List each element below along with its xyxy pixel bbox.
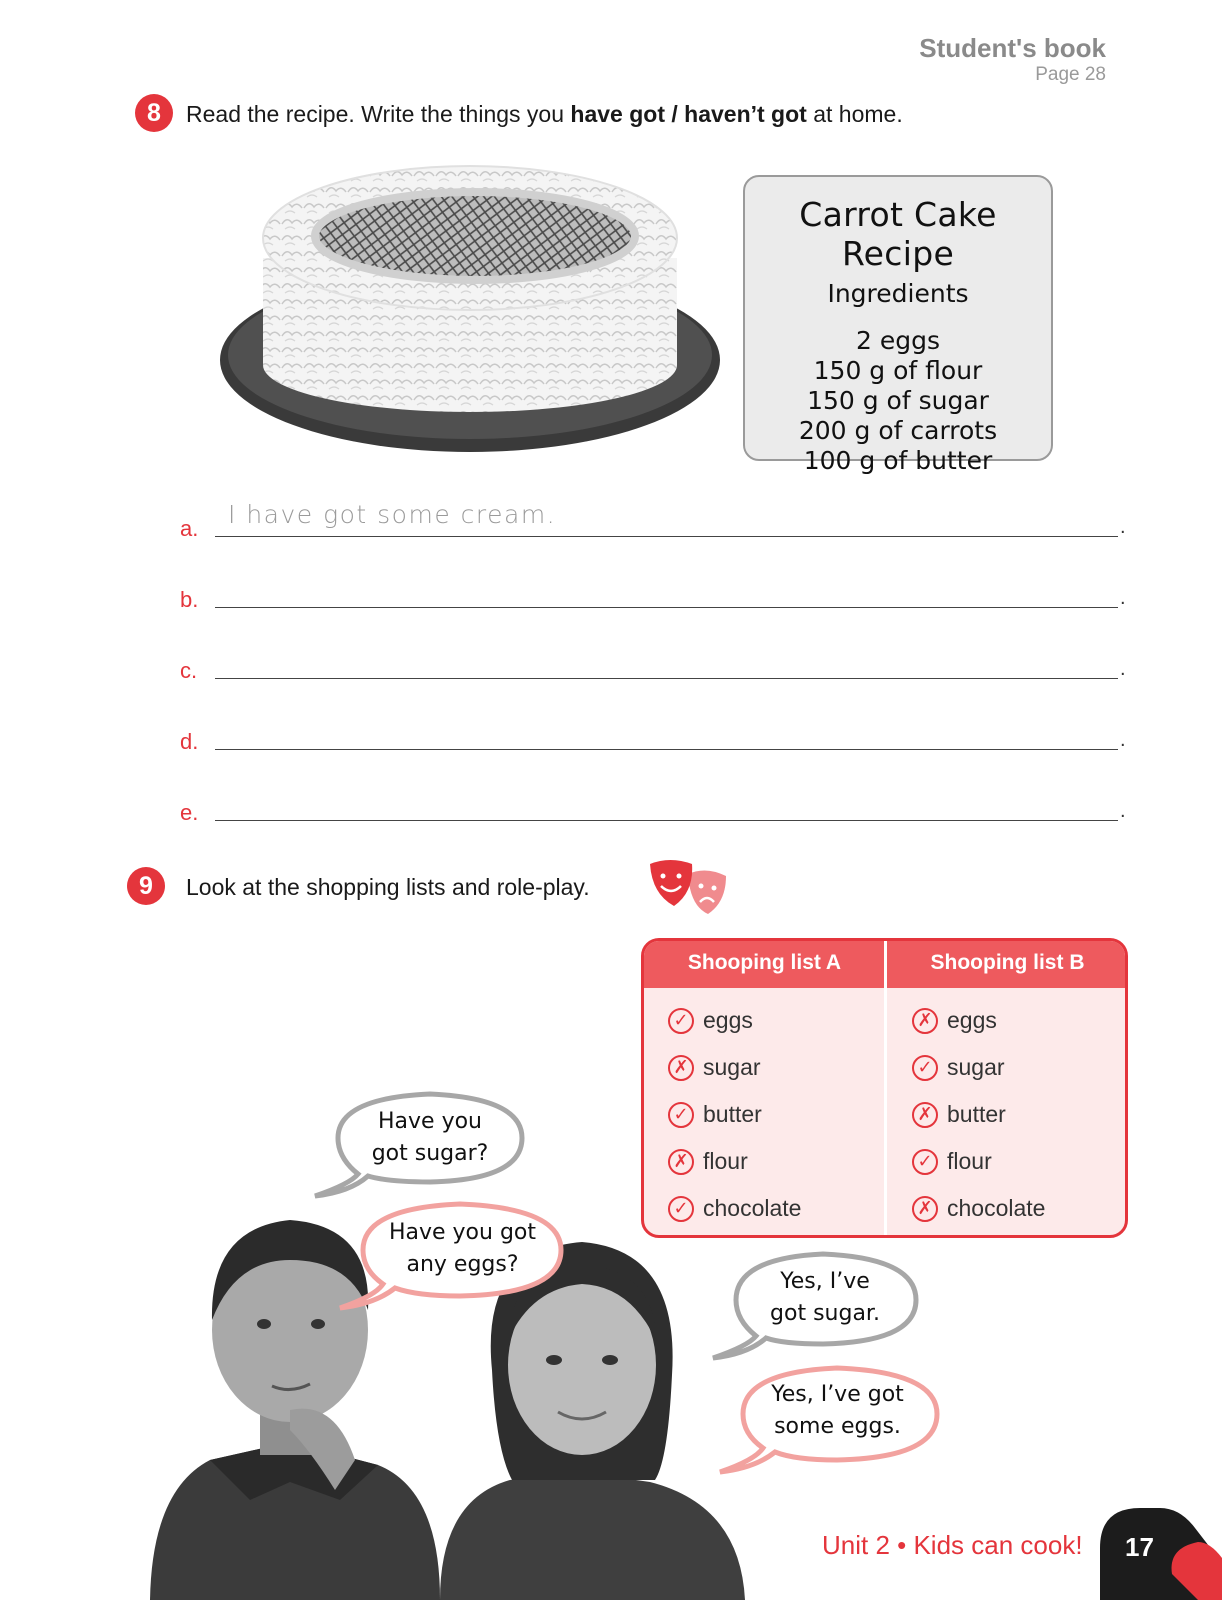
bubble-text-boy-2: Have you got any eggs? bbox=[388, 1220, 537, 1277]
answer-line-e[interactable] bbox=[215, 820, 1118, 821]
page-number-tab bbox=[1100, 1508, 1222, 1600]
ingredient-item: 150 g of sugar bbox=[807, 386, 989, 415]
answer-line-d[interactable] bbox=[215, 749, 1118, 750]
check-icon: ✓ bbox=[912, 1055, 938, 1081]
line-end-dot: . bbox=[1120, 800, 1126, 822]
exercise-9-instruction: Look at the shopping lists and role-play. bbox=[186, 874, 590, 900]
cross-icon: ✗ bbox=[912, 1102, 938, 1128]
list-a-item: ✓ chocolate bbox=[668, 1195, 801, 1222]
cross-icon: ✗ bbox=[668, 1149, 694, 1175]
list-b-item: ✓ flour bbox=[912, 1148, 992, 1175]
line-letter-d: d. bbox=[180, 729, 199, 754]
line-end-dot: . bbox=[1120, 587, 1126, 609]
example-answer: I have got some cream. bbox=[228, 500, 557, 529]
column-divider bbox=[884, 941, 887, 1235]
recipe-card bbox=[743, 175, 1053, 475]
line-letter-e: e. bbox=[180, 800, 199, 825]
unit-label: Unit 2 • Kids can cook! bbox=[822, 1530, 1083, 1560]
list-b-item: ✗ eggs bbox=[912, 1007, 997, 1034]
cross-icon: ✗ bbox=[912, 1196, 938, 1222]
list-a-title: Shooping list A bbox=[687, 951, 842, 974]
list-a-item: ✓ butter bbox=[668, 1101, 762, 1128]
exercise-9-number: 9 bbox=[127, 867, 165, 905]
cake-image bbox=[215, 150, 725, 466]
ingredient-item: 150 g of flour bbox=[813, 356, 983, 385]
bubble-text-girl-2: Yes, I’ve got some eggs. bbox=[771, 1382, 904, 1439]
check-icon: ✓ bbox=[912, 1149, 938, 1175]
exercise-8-number: 8 bbox=[135, 94, 173, 132]
page-reference: Page 28 bbox=[1035, 64, 1106, 85]
bubble-text-boy-1: Have you got sugar? bbox=[371, 1109, 489, 1166]
recipe-subtitle: Ingredients bbox=[827, 279, 969, 308]
ingredients-list bbox=[745, 326, 1051, 476]
list-a-item: ✓ eggs bbox=[668, 1007, 753, 1034]
book-title: Student's book bbox=[919, 33, 1106, 63]
line-letter-c: c. bbox=[180, 658, 198, 683]
list-a-item: ✗ sugar bbox=[668, 1054, 761, 1081]
ingredient-item: 2 eggs bbox=[856, 326, 940, 355]
answer-line-b[interactable] bbox=[215, 607, 1118, 608]
exercise-8-instruction: Read the recipe. Write the things you have got / haven’t got at home. bbox=[186, 101, 903, 127]
line-end-dot: . bbox=[1120, 658, 1126, 680]
check-icon: ✓ bbox=[668, 1102, 694, 1128]
answer-line-c[interactable] bbox=[215, 678, 1118, 679]
line-letter-b: b. bbox=[180, 587, 199, 612]
check-icon: ✓ bbox=[668, 1196, 694, 1222]
list-b-item: ✓ sugar bbox=[912, 1054, 1005, 1081]
drama-masks-icon bbox=[648, 858, 730, 918]
list-b-title: Shooping list B bbox=[930, 951, 1085, 974]
ingredient-item: 100 g of butter bbox=[803, 446, 993, 475]
list-b-item: ✗ butter bbox=[912, 1101, 1006, 1128]
cross-icon: ✗ bbox=[912, 1008, 938, 1034]
list-b-item: ✗ chocolate bbox=[912, 1195, 1045, 1222]
page-number: 17 bbox=[1125, 1532, 1154, 1562]
recipe-title: Carrot Cake Recipe bbox=[799, 195, 997, 273]
line-letter-a: a. bbox=[180, 516, 199, 541]
answer-line-a[interactable] bbox=[215, 536, 1118, 537]
bubble-text-girl-1: Yes, I’ve got sugar. bbox=[770, 1269, 880, 1326]
check-icon: ✓ bbox=[668, 1008, 694, 1034]
cross-icon: ✗ bbox=[668, 1055, 694, 1081]
ingredient-item: 200 g of carrots bbox=[798, 416, 998, 445]
list-a-item: ✗ flour bbox=[668, 1148, 748, 1175]
line-end-dot: . bbox=[1120, 516, 1126, 538]
line-end-dot: . bbox=[1120, 729, 1126, 751]
